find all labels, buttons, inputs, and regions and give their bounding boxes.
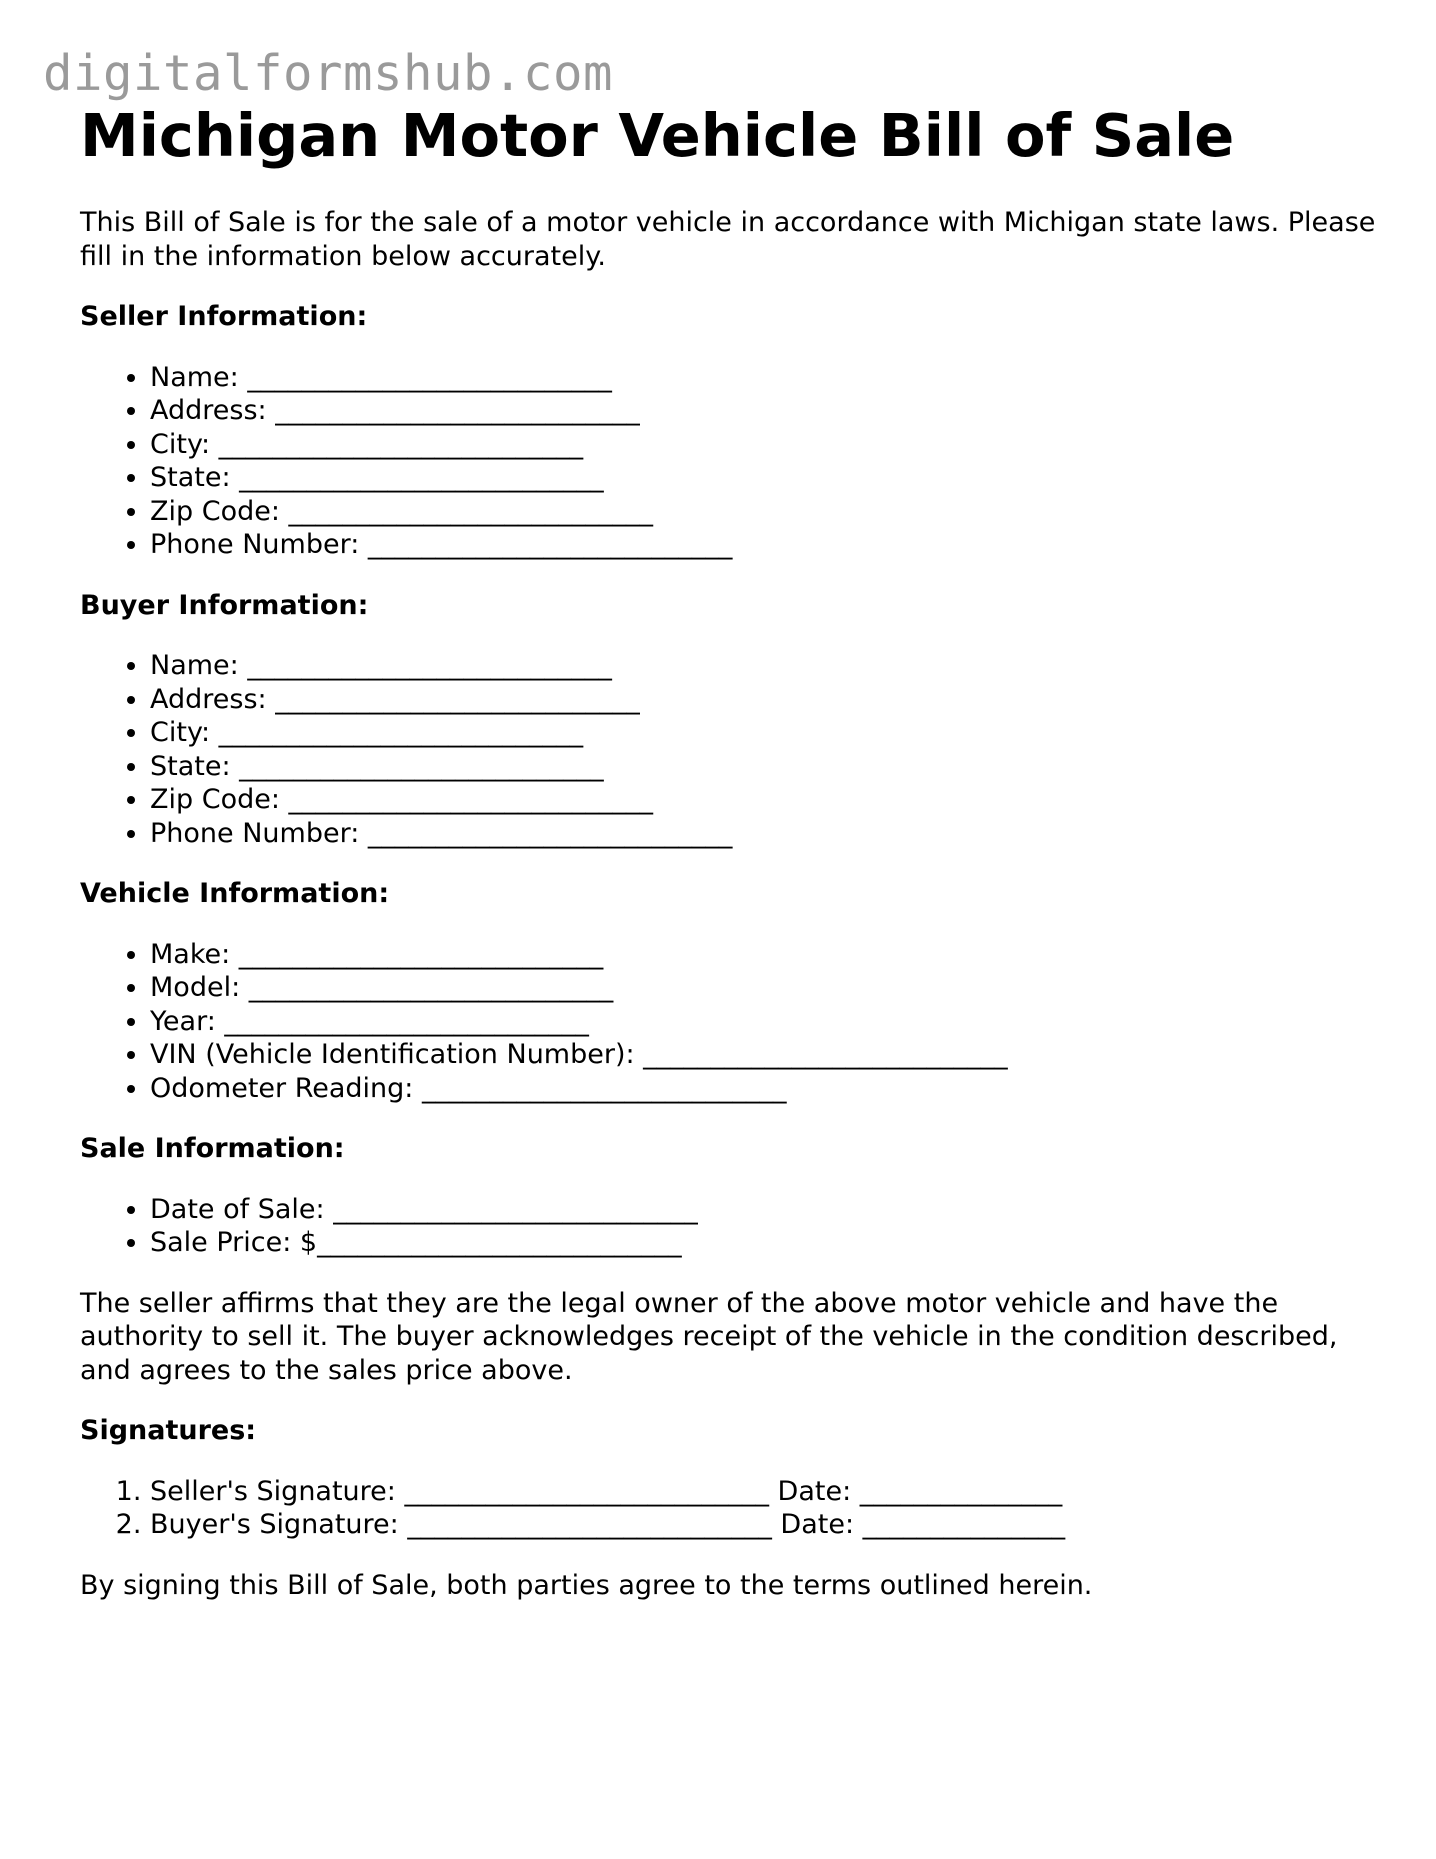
sale-date-field: • Date of Sale: ___________________________ [150,1193,1380,1227]
buyer-phone-field: • Phone Number: ___________________________ [150,817,1380,851]
vehicle-fields-list [80,938,1380,1106]
buyer-name-field: • Name: ___________________________ [150,649,1380,683]
vehicle-make-field: • Make: ___________________________ [150,938,1380,972]
sale-price-field: • Sale Price: $___________________________ [150,1226,1380,1260]
vehicle-model-field: • Model: ___________________________ [150,971,1380,1005]
affirmation-paragraph: The seller affirms that they are the legal owner of the above motor vehicle and have the authority to sell it. The buyer acknowledges receipt of the vehicle in the condition described, and agrees to the sales price above. [80,1287,1338,1386]
seller-phone-field: • Phone Number: ___________________________ [150,528,1380,562]
seller-name-field: • Name: ___________________________ [150,361,1380,395]
vehicle-heading: Vehicle Information: [80,878,390,909]
buyer-signature-line: 2. Buyer's Signature: ___________________________ Date: _______________ [150,1508,1380,1542]
signatures-heading: Signatures: [80,1415,257,1446]
sale-fields-list [80,1193,1380,1260]
seller-zip-field: • Zip Code: ___________________________ [150,495,1380,529]
vehicle-odometer-field: • Odometer Reading: ___________________________ [150,1072,1380,1106]
vehicle-year-field: • Year: ___________________________ [150,1005,1380,1039]
buyer-state-field: • State: ___________________________ [150,750,1380,784]
sale-heading: Sale Information: [80,1133,345,1164]
seller-heading: Seller Information: [80,301,368,332]
document-page [80,100,1380,1602]
watermark: digitalformshub.com [43,45,614,102]
buyer-fields-list [80,649,1380,850]
seller-fields-list [80,361,1380,562]
intro-paragraph: This Bill of Sale is for the sale of a motor vehicle in accordance with Michigan state laws. Please fill in the information below accurately. [80,207,1376,272]
seller-state-field: • State: ___________________________ [150,461,1380,495]
vehicle-vin-field: • VIN (Vehicle Identification Number): ___________________________ [150,1038,1380,1072]
closing-paragraph: By signing this Bill of Sale, both parties agree to the terms outlined herein. [80,1569,1093,1601]
page-title: Michigan Motor Vehicle Bill of Sale [80,101,1235,170]
seller-signature-line: 1. Seller's Signature: ___________________________ Date: _______________ [150,1475,1380,1509]
buyer-zip-field: • Zip Code: ___________________________ [150,783,1380,817]
seller-address-field: • Address: ___________________________ [150,394,1380,428]
signatures-list [80,1475,1380,1542]
buyer-address-field: • Address: ___________________________ [150,683,1380,717]
buyer-heading: Buyer Information: [80,589,369,621]
seller-city-field: • City: ___________________________ [150,428,1380,462]
buyer-city-field: • City: ___________________________ [150,716,1380,750]
